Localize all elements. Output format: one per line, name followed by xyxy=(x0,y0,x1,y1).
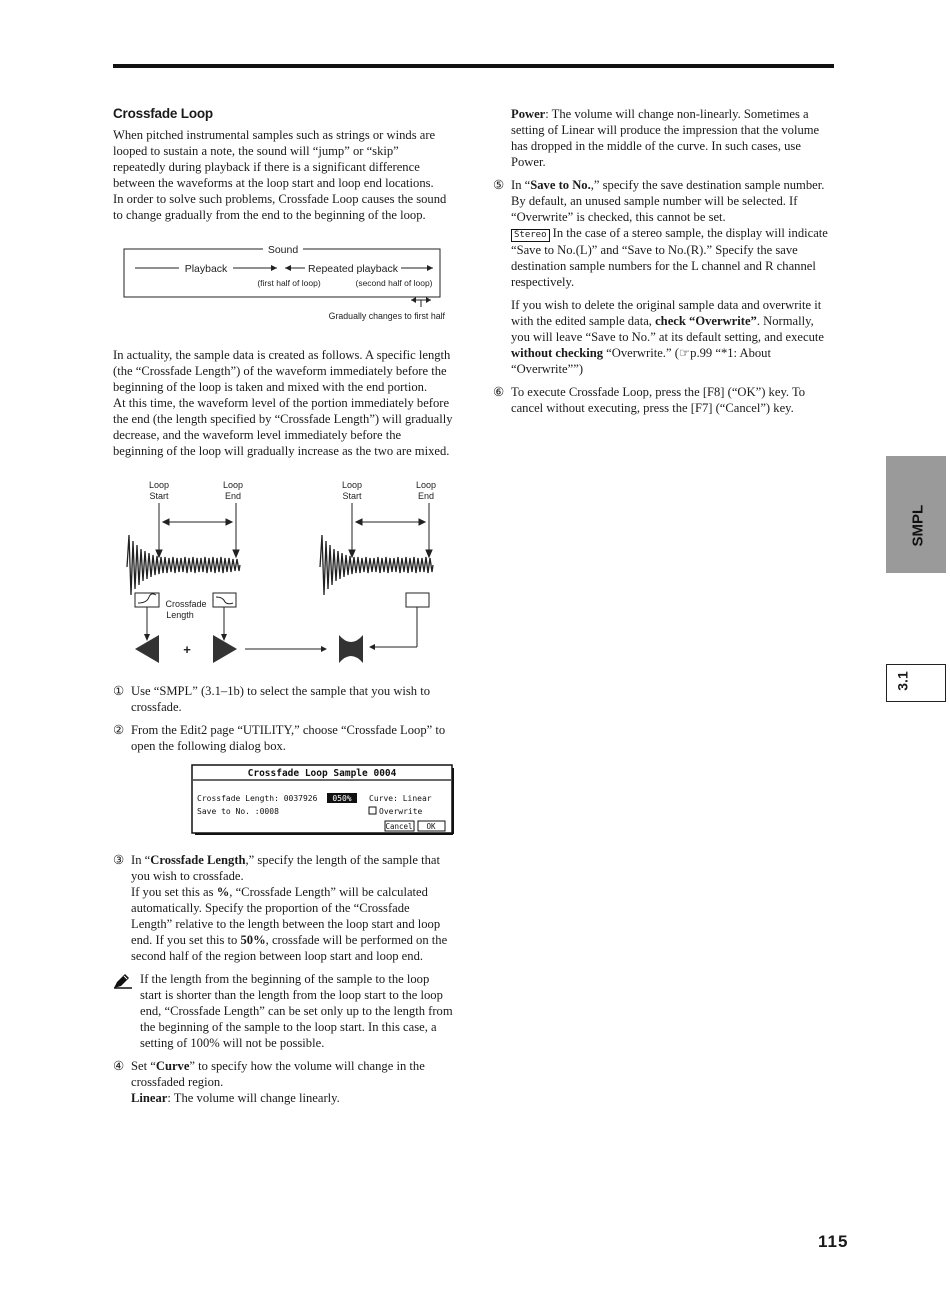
dialog-length-label: Crossfade Length: 0037926 xyxy=(197,794,318,803)
fig1-gradual: Gradually changes to first half xyxy=(328,311,445,321)
crossfade-waveform-diagram xyxy=(113,477,453,669)
curve-linear: Linear: The volume will change linearly. xyxy=(131,1091,340,1105)
page-number: 115 xyxy=(818,1232,849,1251)
fig1-playback: Playback xyxy=(184,263,228,275)
note-pencil-icon xyxy=(113,973,133,989)
intro-paragraph-1: When pitched instrumental samples such as strings or winds are looped to sustain a note, the sound will “jump” or “skip” repeatedly during playback if there is a significant difference between the waveforms at the loop start and loop end locations. xyxy=(113,128,436,190)
dialog-title: Crossfade Loop Sample 0004 xyxy=(247,768,397,779)
dialog-cancel: Cancel xyxy=(385,822,413,831)
dialog-ok: OK xyxy=(426,822,436,831)
fig1-second-half: (second half of loop) xyxy=(355,278,433,288)
fig2-end-2: End xyxy=(417,491,435,501)
intro-paragraph-2: In order to solve such problems, Crossfade Loop causes the sound to change gradually from the end to the beginning of the loop. xyxy=(113,192,447,222)
dialog-percent: 050% xyxy=(332,794,352,803)
chapter-tab-smpl: SMPL xyxy=(886,456,946,573)
dialog-save-label: Save to No. :0008 xyxy=(197,807,279,816)
step-6-text: To execute Crossfade Loop, press the [F8] (“OK”) key. To cancel without executing, press the [F7] (“Cancel”) key. xyxy=(511,385,806,415)
step-2-text: From the Edit2 page “UTILITY,” choose “Crossfade Loop” to open the following dialog box. xyxy=(131,723,446,753)
note-text: If the length from the beginning of the sample to the loop start is shorter than the length from the loop start to the loop end, “Crossfade Length” can be set only up to the length from the beginning of the sample to the loop start. In this case, a setting of 100% will not be possible. xyxy=(140,972,453,1050)
step-3-text: In “Crossfade Length,” specify the length of the sample that you wish to crossfade. xyxy=(131,853,440,883)
dialog-overwrite-checkbox[interactable] xyxy=(369,807,376,814)
step-2: ② From the Edit2 page “UTILITY,” choose “Crossfade Loop” to open the following dialog box. xyxy=(113,723,446,753)
fig2-plus: + xyxy=(183,642,191,657)
step-4-text: Set “Curve” to specify how the volume will change in the crossfaded region. xyxy=(131,1059,425,1089)
actuality-paragraph-1: In actuality, the sample data is created as follows. A specific length (the “Crossfade Length”) of the waveform immediately before the beginning of the loop is taken and mixed with the end portion. xyxy=(113,348,451,394)
step-5-text: In “Save to No.,” specify the save destination sample number. By default, an unused sample number will be selected. If “Overwrite” is checked, this cannot be set. xyxy=(511,178,825,224)
fig2-start-2: Start xyxy=(342,491,362,501)
fig2-crossfade: Crossfade xyxy=(165,599,207,609)
actuality-paragraph-2: At this time, the waveform level of the portion immediately before the end (the length specified by “Crossfade Length”) will gradually decrease, and the waveform level immediately before the beginning of the loop will gradually increase as the two are mixed. xyxy=(113,396,453,458)
step-6: ⑥ To execute Crossfade Loop, press the [F8] (“OK”) key. To cancel without executing, press the [F7] (“Cancel”) key. xyxy=(493,385,806,415)
fig2-loop-4: Loop xyxy=(415,480,437,490)
waveform-original xyxy=(127,535,240,595)
curve-power: Power: The volume will change non-linearly. Sometimes a setting of Linear will produce the impression that the volume has dropped in the middle of the curve. In such cases, use Power. xyxy=(511,107,820,169)
fig2-loop-1: Loop xyxy=(148,480,170,490)
fig1-first-half: (first half of loop) xyxy=(257,278,321,288)
fig2-end-1: End xyxy=(224,491,242,501)
fig1-sound: Sound xyxy=(267,244,299,256)
mixed-shape xyxy=(339,635,363,663)
fig2-loop-2: Loop xyxy=(222,480,244,490)
stereo-note: Stereo In the case of a stereo sample, the display will indicate “Save to No.(L)” and “Save to No.(R).” Specify the save destination sample numbers for the L channel and R channel respectively. xyxy=(511,226,828,289)
step-1: ① Use “SMPL” (3.1–1b) to select the sample that you wish to crossfade. xyxy=(113,684,431,714)
dialog-overwrite: Overwrite xyxy=(379,807,423,816)
fig2-start-1: Start xyxy=(149,491,169,501)
fig2-length: Length xyxy=(166,610,194,620)
right-column xyxy=(493,106,835,416)
step-4: ④ Set “Curve” to specify how the volume will change in the crossfaded region. Linear: The volume will change linearly. xyxy=(113,1058,453,1106)
fig2-loop-3: Loop xyxy=(341,480,363,490)
fig1-repeated: Repeated playback xyxy=(308,263,398,275)
step-5: ⑤ In “Save to No.,” specify the save destination sample number. By default, an unused sample number will be selected. If “Overwrite” is checked, this cannot be set. Stereo In the case of a stereo sample, the display will indicate “Save to No.(L)” and “Save to No.(R).” Specify the save destination sample numbers for the L channel and R channel respectively. If you wish to delete the original sample data and overwrite it with the edited sample data, check “Overwrite”. Normally, you will leave “Save to No.” at its default setting, and execute without checking “Overwrite.” (☞p.99 “*1: About “Overwrite””) xyxy=(493,177,835,377)
stereo-badge: Stereo xyxy=(511,229,550,242)
step-3: ③ In “Crossfade Length,” specify the length of the sample that you wish to crossfade. If you set this as %, “Crossfade Length” will be calculated automatically. Specify the proportion of the “Crossfade Length” relative to the length between the loop start and loop end. If you set this to 50%, crossfade will be performed on the second half of the region between loop start and loop end. xyxy=(113,852,453,964)
waveform-result xyxy=(320,535,433,595)
fadein-shape xyxy=(213,635,237,663)
step-3-detail: If you set this as %, “Crossfade Length” will be calculated automatically. Specify the proportion of the “Crossfade Length” relative to the length between the loop start and loop end. If you set this to 50%, crossfade will be performed on the second half of the region between loop start and loop end. xyxy=(131,885,448,963)
overwrite-note: If you wish to delete the original sample data and overwrite it with the edited sample data, check “Overwrite”. Normally, you will leave “Save to No.” at its default setting, and execute without checking “Overwrite.” (☞p.99 “*1: About “Overwrite””) xyxy=(511,298,824,376)
dialog-curve: Curve: Linear xyxy=(369,794,432,803)
left-column xyxy=(113,106,453,1106)
step-1-text: Use “SMPL” (3.1–1b) to select the sample that you wish to crossfade. xyxy=(131,684,431,714)
note xyxy=(113,971,453,1051)
section-title: Crossfade Loop xyxy=(113,106,213,121)
crossfade-dialog xyxy=(191,764,455,836)
section-tab: 3.1 xyxy=(886,664,946,702)
header-rule xyxy=(113,64,834,68)
playback-diagram xyxy=(113,235,453,345)
